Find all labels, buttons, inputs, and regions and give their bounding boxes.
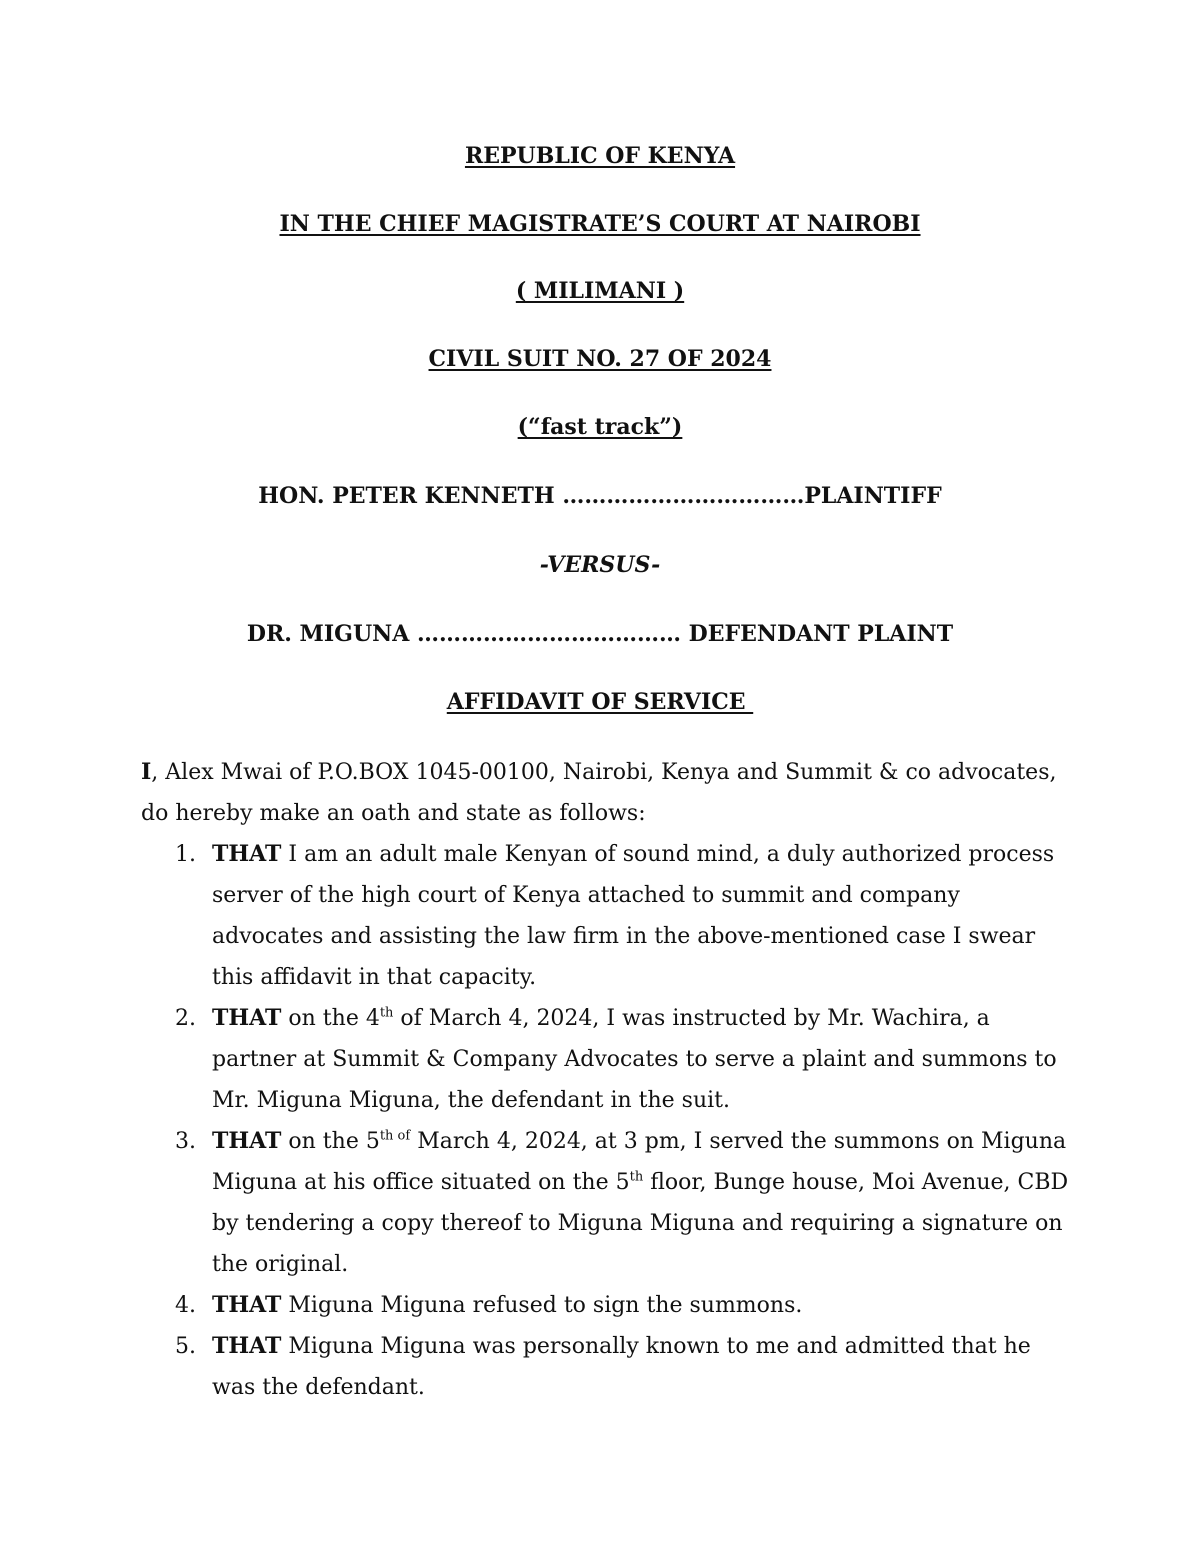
- list-number: 5.: [175, 1334, 196, 1359]
- list-text: March 4, 2024, at 3 pm, I served the summons on Miguna Miguna at his office situated on the 5: [212, 1129, 1067, 1195]
- list-lead: THAT: [212, 1128, 282, 1154]
- court-station-text: ( MILIMANI ): [515, 278, 685, 304]
- track-label-text: (“fast track”): [517, 414, 683, 440]
- list-item: [141, 998, 1071, 1121]
- list-lead: THAT: [212, 1333, 282, 1359]
- list-text: I am an adult male Kenyan of sound mind, a duly authorized process server of the high court of Kenya attached to summit and company advocates and assisting the law firm in the above-mentioned case I swear this affidavit in that capacity.: [212, 842, 1055, 990]
- list-text: on the 5: [281, 1129, 380, 1154]
- intro-text: , Alex Mwai of P.O.BOX 1045-00100, Nairobi, Kenya and Summit & co advocates, do hereby make an oath and state as follows:: [141, 760, 1057, 826]
- list-item: [141, 834, 1071, 998]
- list-number: 1.: [175, 842, 196, 867]
- list-text: of March 4, 2024, I was instructed by Mr. Wachira, a partner at Summit & Company Advocates to serve a plaint and summons to Mr. Miguna Miguna, the defendant in the suit.: [212, 1006, 1057, 1113]
- list-lead: THAT: [212, 1005, 282, 1031]
- defendant-line: DR. MIGUNA ……………………………… DEFENDANT PLAINT: [246, 621, 954, 647]
- intro-lead: I: [141, 759, 152, 785]
- document-title-text: AFFIDAVIT OF SERVICE: [446, 689, 754, 715]
- list-text: on the 4: [281, 1006, 380, 1031]
- list-lead: THAT: [212, 841, 282, 867]
- list-number: 4.: [175, 1293, 196, 1318]
- list-text: Miguna Miguna refused to sign the summons.: [281, 1293, 803, 1318]
- suit-number: [0, 344, 1200, 374]
- list-item: [141, 1121, 1071, 1285]
- track-label: [0, 412, 1200, 442]
- ordinal-suffix: th: [379, 1005, 394, 1021]
- court-heading-text: IN THE CHIEF MAGISTRATE’S COURT AT NAIROBI: [279, 211, 921, 237]
- suit-number-text: CIVIL SUIT NO. 27 OF 2024: [428, 346, 772, 372]
- republic-heading: [0, 141, 1200, 171]
- list-number: 3.: [175, 1129, 196, 1154]
- court-heading: [0, 209, 1200, 239]
- list-item: [141, 1326, 1071, 1408]
- republic-heading-text: REPUBLIC OF KENYA: [464, 143, 736, 169]
- list-item: [141, 1285, 1071, 1326]
- versus-label: -VERSUS-: [539, 552, 661, 578]
- ordinal-suffix: th of: [379, 1128, 411, 1144]
- ordinal-suffix: th: [629, 1169, 644, 1185]
- intro-paragraph: [141, 752, 1071, 834]
- list-text: floor, Bunge house, Moi Avenue, CBD by tendering a copy thereof to Miguna Miguna and requiring a signature on the original.: [212, 1170, 1069, 1277]
- list-number: 2.: [175, 1006, 196, 1031]
- averments-list: [141, 834, 1071, 1408]
- court-station: [0, 276, 1200, 306]
- list-text: Miguna Miguna was personally known to me and admitted that he was the defendant.: [212, 1334, 1031, 1400]
- document-title: [0, 687, 1200, 717]
- list-lead: THAT: [212, 1292, 282, 1318]
- plaintiff-line: HON. PETER KENNETH ……………………………PLAINTIFF: [258, 483, 942, 509]
